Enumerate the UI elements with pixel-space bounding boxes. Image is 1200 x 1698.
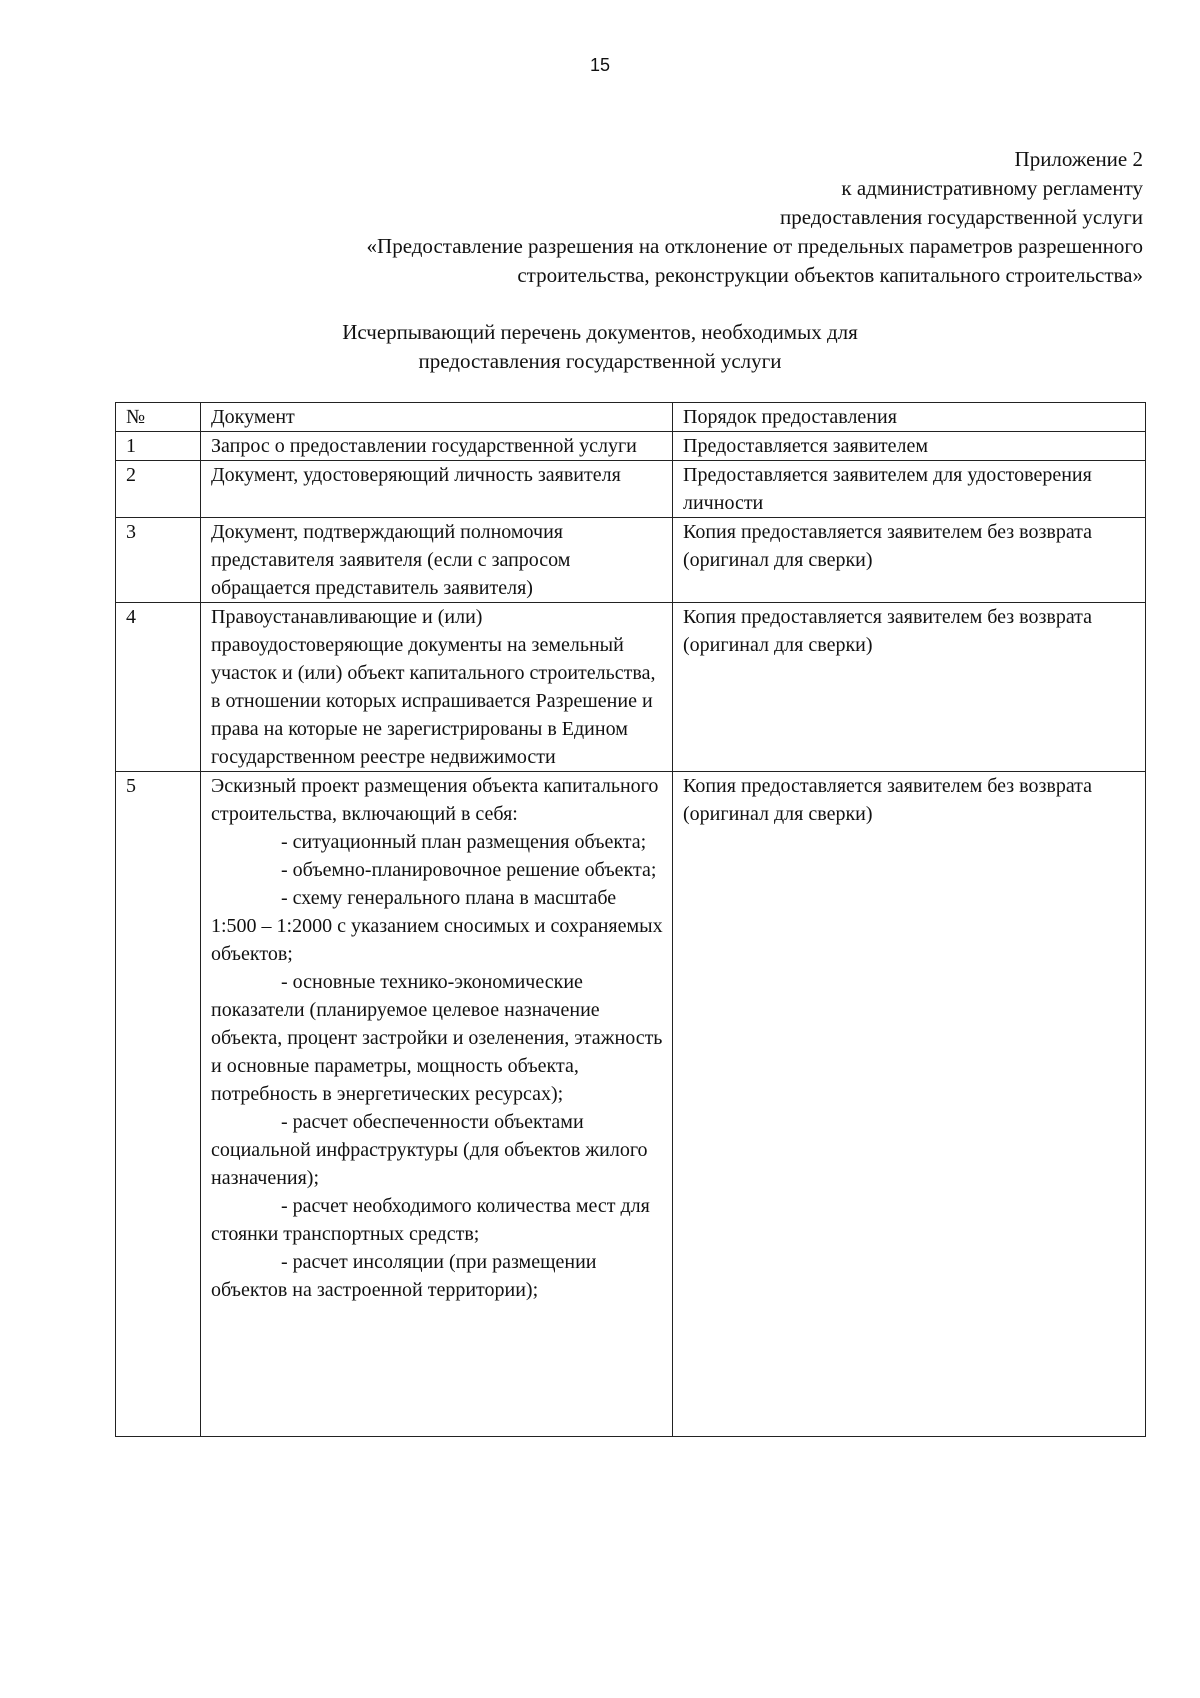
- appendix-line: предоставления государственной услуги: [780, 205, 1143, 229]
- row-number: 2: [116, 461, 201, 518]
- list-title-line: Исчерпывающий перечень документов, необходимых для: [342, 320, 858, 344]
- appendix-line: «Предоставление разрешения на отклонение от предельных параметров разрешенного: [366, 234, 1143, 258]
- document-cell: Запрос о предоставлении государственной услуги: [201, 432, 673, 461]
- table-row: [116, 603, 1146, 772]
- document-intro: Эскизный проект размещения объекта капитального строительства, включающий в себя:: [211, 775, 659, 825]
- procedure-cell: Копия предоставляется заявителем без возврата (оригинал для сверки): [673, 772, 1146, 1437]
- appendix-line: к административному регламенту: [841, 176, 1143, 200]
- document-list-item: - схему генерального плана в масштабе 1:500 – 1:2000 с указанием сносимых и сохраняемых объектов;: [211, 887, 663, 965]
- appendix-line: строительства, реконструкции объектов капитального строительства»: [517, 263, 1143, 287]
- list-title-line: предоставления государственной услуги: [418, 349, 782, 373]
- appendix-title: Приложение 2: [1014, 147, 1143, 171]
- document-cell: Правоустанавливающие и (или) правоудостоверяющие документы на земельный участок и (или) объект капитального строительства, в отношении которых испрашивается Разрешение и права на которые не зарегистрированы в Едином государственном реестре недвижимости: [201, 603, 673, 772]
- list-title: [0, 318, 1200, 376]
- column-header-number: №: [116, 403, 201, 432]
- table-row: [116, 461, 1146, 518]
- procedure-cell: Предоставляется заявителем для удостоверения личности: [673, 461, 1146, 518]
- document-cell: Документ, подтверждающий полномочия представителя заявителя (если с запросом обращается представитель заявителя): [201, 518, 673, 603]
- table-row: [116, 518, 1146, 603]
- documents-table: [115, 402, 1146, 1437]
- page-number: 15: [589, 55, 611, 75]
- table-header-row: [116, 403, 1146, 432]
- column-header-document: Документ: [201, 403, 673, 432]
- document-cell: Документ, удостоверяющий личность заявителя: [201, 461, 673, 518]
- document-list-item: - ситуационный план размещения объекта;: [281, 831, 647, 853]
- document-list-item: - объемно-планировочное решение объекта;: [281, 859, 657, 881]
- procedure-cell: Копия предоставляется заявителем без возврата (оригинал для сверки): [673, 603, 1146, 772]
- procedure-cell: Предоставляется заявителем: [673, 432, 1146, 461]
- table-row: [116, 432, 1146, 461]
- document-list-item: - расчет обеспеченности объектами социальной инфраструктуры (для объектов жилого назначения);: [211, 1111, 648, 1189]
- document-list-item: - расчет инсоляции (при размещении объектов на застроенной территории);: [211, 1251, 597, 1301]
- row-number: 4: [116, 603, 201, 772]
- document-list-item: - основные технико-экономические показатели (планируемое целевое назначение объекта, процент застройки и озеленения, этажность и основные параметры, мощность объекта, потребность в энергетических ресурсах);: [211, 971, 663, 1105]
- column-header-procedure: Порядок предоставления: [673, 403, 1146, 432]
- row-number: 5: [116, 772, 201, 1437]
- procedure-cell: Копия предоставляется заявителем без возврата (оригинал для сверки): [673, 518, 1146, 603]
- appendix-header: [163, 145, 1143, 290]
- document-cell: [201, 772, 673, 1437]
- table-row: [116, 772, 1146, 1437]
- row-number: 1: [116, 432, 201, 461]
- document-list-item: - расчет необходимого количества мест для стоянки транспортных средств;: [211, 1195, 650, 1245]
- row-number: 3: [116, 518, 201, 603]
